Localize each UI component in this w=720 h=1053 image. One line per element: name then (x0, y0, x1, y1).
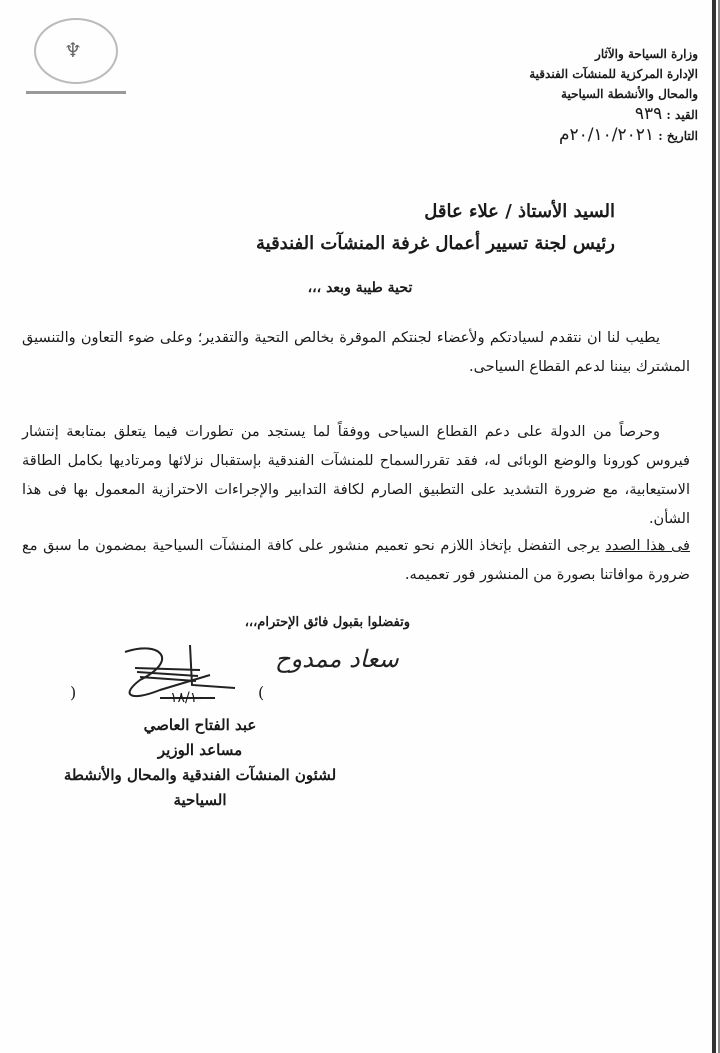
signatory-portfolio: لشئون المنشآت الفندقية والمحال والأنشطة السياحية (63, 766, 337, 809)
paragraph-3 (22, 532, 690, 590)
date-value: ٢٠/١٠/٢٠٢١م (559, 125, 655, 145)
signatory-name: عبد الفتاح العاصي (143, 716, 257, 734)
ref-value: ٩٣٩ (634, 104, 663, 124)
letterhead (498, 44, 698, 146)
paragraph-3-lead: فى هذا الصدد (605, 538, 690, 554)
signature-scribble (40, 640, 240, 715)
paragraph-2: وحرصاً من الدولة على دعم القطاع السياحى ووفقاً لما يستجد من تطورات فيما يتعلق بمتابعة إنتشار فيروس كورونا والوضع الوبائى له، فقد تقررالسماح للمنشآت الفندقية بإستقبال نزلائها ومرتاديها بكامل الطاقة الاستيعابية، مع ضرورة التشديد على التطبيق الصارم لكافة التدابير والإجراءات الاحترازية المعمول بها فى هذا الشأن. (22, 424, 690, 527)
addressee-title: رئيس لجنة تسيير أعمال غرفة المنشآت الفندقية (255, 233, 615, 254)
ministry-logo-seal (34, 18, 118, 84)
signature-bracket-close: ) (258, 683, 265, 702)
closing: وتفضلوا بقبول فائق الإحترام،،، (244, 615, 410, 630)
signatory-title: مساعد الوزير (157, 741, 243, 759)
ref-label: القيد : (666, 108, 698, 122)
signature-date: ١٨/١٠ (170, 690, 205, 706)
greeting: تحية طيبة وبعد ،،، (307, 280, 413, 296)
department-name: الإدارة المركزية للمنشآت الفندقية (529, 67, 698, 81)
page-edge (712, 0, 716, 1053)
reference-number (498, 104, 698, 125)
addressee-name: السيد الأستاذ / علاء عاقل (424, 201, 615, 222)
department-name-2: والمحال والأنشطة السياحية (561, 87, 698, 101)
eagle-icon: ♆ (64, 38, 82, 62)
logo-underline (26, 91, 126, 94)
addressee (256, 196, 615, 260)
paragraph-3-body: يرجى التفضل بإتخاذ اللازم نحو تعميم منشور على كافة المنشآت السياحية بمضمون ما سبق مع ضرورة موافاتنا بصورة من المنشور فور تعميمه. (22, 538, 690, 583)
letter-date (498, 125, 698, 146)
signature-bracket-open: ( (70, 683, 77, 702)
handwritten-note: سعاد ممدوح (275, 645, 399, 673)
ministry-name: وزارة السياحة والآثار (595, 47, 698, 61)
date-label: التاريخ : (658, 129, 698, 143)
paragraph-1: يطيب لنا ان نتقدم لسيادتكم ولأعضاء لجنتكم الموقرة بخالص التحية والتقدير؛ وعلى ضوء التعاون والتنسيق المشترك بيننا لدعم القطاع السياحى. (22, 330, 690, 375)
signatory-block (40, 713, 360, 813)
